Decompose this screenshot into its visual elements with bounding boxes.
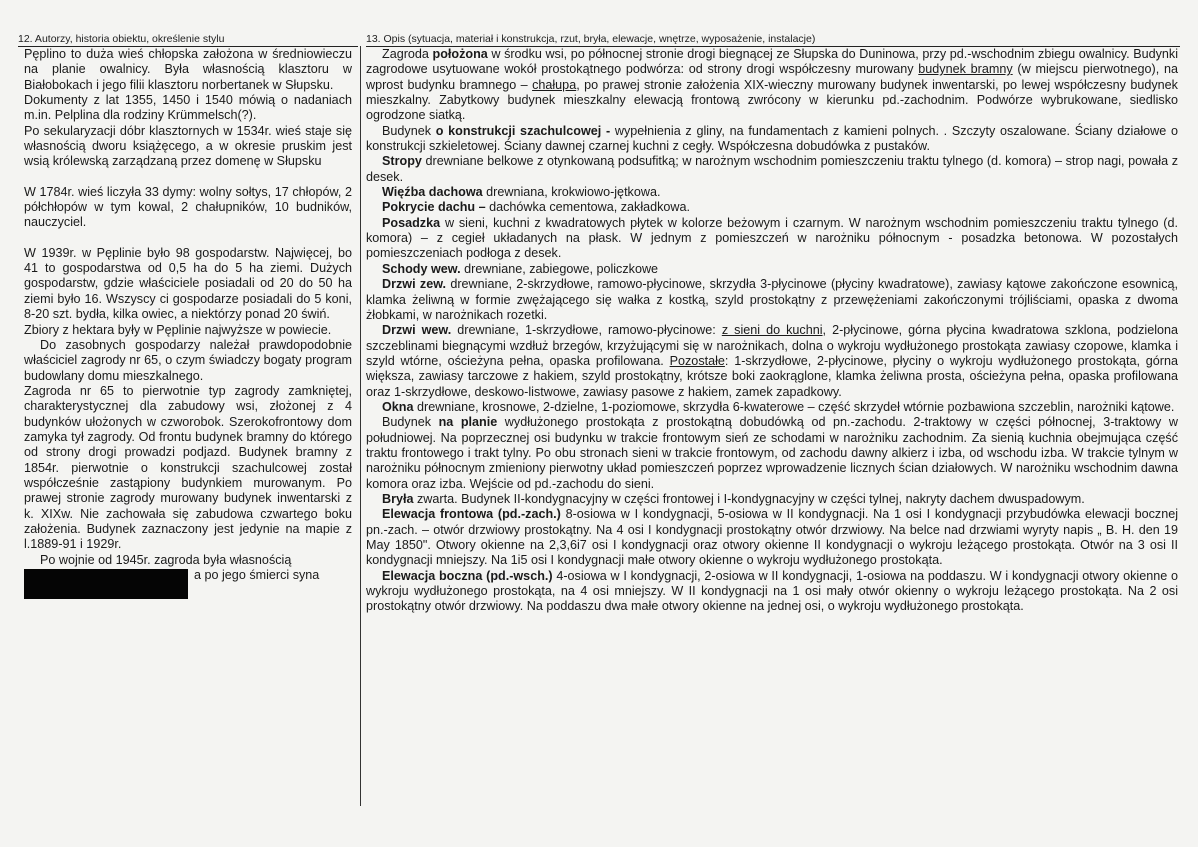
term-bold: na planie — [438, 415, 498, 430]
term-bold: położona — [432, 47, 488, 61]
column-divider — [360, 46, 361, 806]
text: , 2-płycinowe, górna płycina kwadratowa szklona, podzielona szczeblinami biegnącymi wzdłuż brzegów, krzyżującymi się w narożnikach, dolna o wykroju wydłużonego prostokąta zawiasy czopowe, klamka i szyld wtórne, ościeżyna pełna, opaska profilowana. — [366, 323, 1179, 368]
section-13-header: 13. Opis (sytuacja, materiał i konstrukcja, rzut, bryła, elewacje, wnętrze, wyposażenie, instalacje) — [366, 32, 1180, 47]
text: (w miejscu pierwotnego), na wprost budynku bramnego – — [366, 62, 1178, 92]
description-column — [366, 47, 1178, 615]
text: 8-osiowa w I kondygnacji, 5-osiowa w II kondygnacji. Na 1 osi I kondygnacji przybudówka elewacji bocznej pn.-zach. – otwór drzwiowy prostokątny. Na 4 osi I kondygnacji prostokątny otwór drzwiowy. Na belce nad drzwiami wyryty napis „ B. H. den 19 May 1850". Otwory okienne na 2,3,6i7 osi I kondygnacji oraz otwory okienne II kondygnacji o wykroju leżącego prostokąta. Otwór na 3 osi II kondygnacji mniejszy. Na 1i5 osi I kondygnacji małe otwory okienne o wykroju wydłużonego prostokąta. — [366, 507, 1178, 568]
history-paragraph-postwar: Po wojnie od 1945r. zagroda była własnością — [40, 552, 292, 567]
text: 4-osiowa w I kondygnacji, 2-osiowa w II kondygnacji, 1-osiowa na poddaszu. W i kondygnacji otwory okienne o wykroju wydłużonego prostokąta, na 4 osi mniejszy. W II kondygnacji na 1 osi mały otwór okienny o wykroju leżącego prostokąta. Na 2 osi prostokątny otwór drzwiowy. Na poddaszu dwa małe otwory okienne na jednej osi, o wykroju wydłużonego prostokąta. — [366, 568, 1178, 614]
text: Budynek — [382, 415, 439, 430]
text: drewniane, krosnowe, 2-dzielne, 1-poziomowe, skrzydła 6-kwaterowe – część skrzydeł wtórnie pozbawiona szczeblin, narożniki kątowe. — [413, 399, 1175, 414]
desc-front-elevation — [366, 507, 1178, 568]
text: w sieni, kuchni z kwadratowych płytek w kolorze beżowym i czarnym. W narożnym wschodnim pomieszczeniu traktu tylnego (d. komora) – z cegieł układanych na płask. W jednym z pomieszczeń w narożniku północnym - posadzka betonowa. W pozostałych pomieszczeniach podłoga z desek. — [366, 215, 1178, 261]
desc-windows — [366, 400, 1178, 415]
history-paragraph-1784: W 1784r. wieś liczyła 33 dymy: wolny sołtys, 17 chłopów, 2 półchłopów w tym kowal, 2 chałupników, 10 budników, nauczyciel. — [24, 184, 352, 230]
history-paragraph-origin: Pęplino to duża wieś chłopska założona w średniowieczu na planie owalnicy. Była własnością klasztoru w Białobokach i jego filii klasztoru norbertanek w Słupsku. — [24, 47, 352, 92]
desc-exterior-doors — [366, 277, 1178, 323]
history-paragraph-homestead: Zagroda nr 65 to pierwotnie typ zagrody zamkniętej, charakterystycznej dla zabudowy wsi, złożonej z 4 budynków ułożonych w czworobok. Szerokofrontowy dom zamyka tył zagrody. Od frontu budynek bramny do którego od strony drogi prowadzi podjazd. Budynek bramny z 1854r. pierwotnie o konstrukcji szachulcowej został współcześnie zastąpiony budynkiem murowanym. Po prawej stronie zagrody murowany budynek inwentarski z k. XIXw. Nie zachowała się zabudowa czwartego boku założenia. Budynek zaznaczony jest jedynie na mapie z l.1889-91 i 1929r. — [24, 383, 352, 552]
term-bold: Więźba dachowa — [382, 185, 483, 200]
desc-massing — [366, 492, 1178, 507]
history-paragraph-harvest: Zbiory z hektara były w Pęplinie najwyższe w powiecie. — [24, 322, 332, 337]
term-bold: Stropy — [382, 154, 422, 169]
desc-plan — [366, 415, 1178, 492]
term-bold: Schody wew. — [382, 261, 461, 276]
term-bold: Pokrycie dachu – — [382, 200, 486, 215]
desc-roof-cover — [366, 200, 1178, 215]
desc-roof-truss — [366, 185, 1178, 200]
text: drewniane, zabiegowe, policzkowe — [460, 261, 659, 276]
text: w środku wsi, po północnej stronie drogi biegnącej ze Słupska do Duninowa, przy pd.-wschodnim zbiegu owalnicy. Budynki zagrodowe usytuowane wokół prostokątnego podwórza: od strony drogi współczesny murowany — [366, 47, 1179, 77]
history-paragraph-owner: Do zasobnych gospodarzy należał prawdopodobnie właściciel zagrody nr 65, o czym świadczy bogaty program budowlany domu mieszkalnego. — [24, 337, 352, 383]
term-underlined: chałupa — [532, 77, 577, 92]
text: drewniane belkowe z otynkowaną podsufitką; w narożnym wschodnim pomieszczeniu traktu tylnego (d. komora) – strop nagi, powała z desek. — [366, 154, 1178, 184]
text: Zagroda — [382, 47, 433, 61]
text: zwarta. Budynek II-kondygnacyjny w części frontowej i I-kondygnacyjny w części tylnej, nakryty dachem dwuspadowym. — [413, 491, 1085, 506]
term-bold: Bryła — [382, 491, 414, 506]
desc-interior-doors — [366, 323, 1178, 400]
desc-construction — [366, 124, 1178, 155]
history-paragraph-postwar-cont — [24, 568, 352, 583]
desc-ceilings — [366, 154, 1178, 185]
desc-location — [366, 47, 1178, 124]
text: drewniana, krokwiowo-jętkowa. — [482, 185, 661, 200]
term-bold: Elewacja frontowa (pd.-zach.) — [382, 507, 561, 522]
redaction-block — [24, 569, 188, 599]
text: dachówka cementowa, zakładkowa. — [485, 200, 691, 215]
text: , po prawej stronie założenia XIX-wieczny murowany budynek inwentarski, po lewej współczesny budynek mieszkalny. Zabytkowy budynek mieszkalny elewacją frontową zwrócony w kierunku pd.-zachodnim. Podwórze wybrukowane, siedlisko ogrodzone siatką. — [366, 77, 1178, 123]
history-paragraph-documents: Dokumenty z lat 1355, 1450 i 1540 mówią o nadaniach m.in. Pelplina dla rodziny Krümmelsch(?). — [24, 93, 352, 123]
history-paragraph-1939: W 1939r. w Pęplinie było 98 gospodarstw. Najwięcej, bo 41 to gospodarstwa od 0,5 ha do 5 ha ziemi. Dużych gospodarstw, gdzie właściciele posiadali od 20 do 50 ha ziemi było 16. Wszyscy ci gospodarze posiadali do 5 koni, 8-20 szt. bydła, kilka owiec, a niektórzy ponad 20 świń. — [24, 245, 352, 322]
text: wydłużonego prostokąta z prostokątną dobudówką od pn.-zachodu. 2-traktowy w części północnej, 3-traktowy w południowej. Na poprzecznej osi budynku w trakcie frontowym sień ze schodami w narożniku zachodnim. Za sienią kuchnia obejmująca część traktu frontowego i trakt tylny. Po obu stronach sieni w trakcie frontowym, od zachodu dawny alkierz i izba, od wschodu izba. W trakcie tylnym w narożniku północnym zmieniony pierwotny układ pomieszczeń poprzez wprowadzenie licznych ścian działowych. W narożniku wschodnim dawna komora oraz izba. Wejście od pd.-zachodu do sieni. — [366, 415, 1178, 491]
history-column — [24, 47, 352, 599]
term-underlined: budynek bramny — [918, 62, 1013, 77]
term-bold: Drzwi wew. — [382, 323, 452, 338]
text: : 1-skrzydłowe, 2-płycinowe, płyciny o wykroju wydłużonego prostokąta, górna większa, zawiasy tarczowe z hakiem, szyld prostokątny, krótsze boki zaokrąglone, klamka żeliwna prosta, ościeżyna pełna, opaska profilowana oraz 1-skrzydłowe, deskowo-listwowe, zawiasy pasowe z hakiem, zamek zapadkowy. — [366, 353, 1178, 399]
term-bold: Elewacja boczna (pd.-wsch.) — [382, 568, 553, 583]
text: drewniane, 1-skrzydłowe, ramowo-płycinowe: — [451, 323, 722, 338]
desc-stairs — [366, 262, 1178, 277]
desc-floor — [366, 216, 1178, 262]
term-bold: o konstrukcji szachulcowej - — [435, 123, 611, 138]
term-bold: Okna — [382, 399, 414, 414]
term-bold: Drzwi zew. — [382, 277, 447, 292]
section-12-header: 12. Autorzy, historia obiektu, określenie stylu — [18, 32, 358, 47]
postwar-continuation: a po jego śmierci syna — [194, 568, 320, 582]
document-sheet — [18, 32, 1180, 807]
text: drewniane, 2-skrzydłowe, ramowo-płycinowe, skrzydła 3-płycinowe (płyciny kwadratowe), zawiasy kątowe zakończone esownicą, klamka żeliwną w formie zwężającego się wałka z kostką, szyld prostokątny z przewężeniami zakończonymi trójliściami, opaska z dwoma żłobkami, w narożnikach rozetki. — [366, 277, 1178, 322]
text: wypełnienia z gliny, na fundamentach z kamieni polnych. . Szczyty oszalowane. Ściany działowe o konstrukcji szkieletowej. Ściany dawnej czarnej kuchni z cegły. Współczesna dobudówka z pustaków. — [366, 123, 1178, 154]
desc-side-elevation — [366, 569, 1178, 615]
term-bold: Posadzka — [382, 215, 441, 230]
history-paragraph-secularization: Po sekularyzacji dóbr klasztornych w 1534r. wieś staje się własnością dworu książęcego, a w okresie pruskim jest wsią królewską zarządzaną przez domenę w Słupsku — [24, 123, 352, 169]
term-underlined: Pozostałe — [669, 353, 725, 368]
term-underlined: z sieni do kuchni — [721, 323, 823, 338]
text: Budynek — [382, 123, 436, 138]
